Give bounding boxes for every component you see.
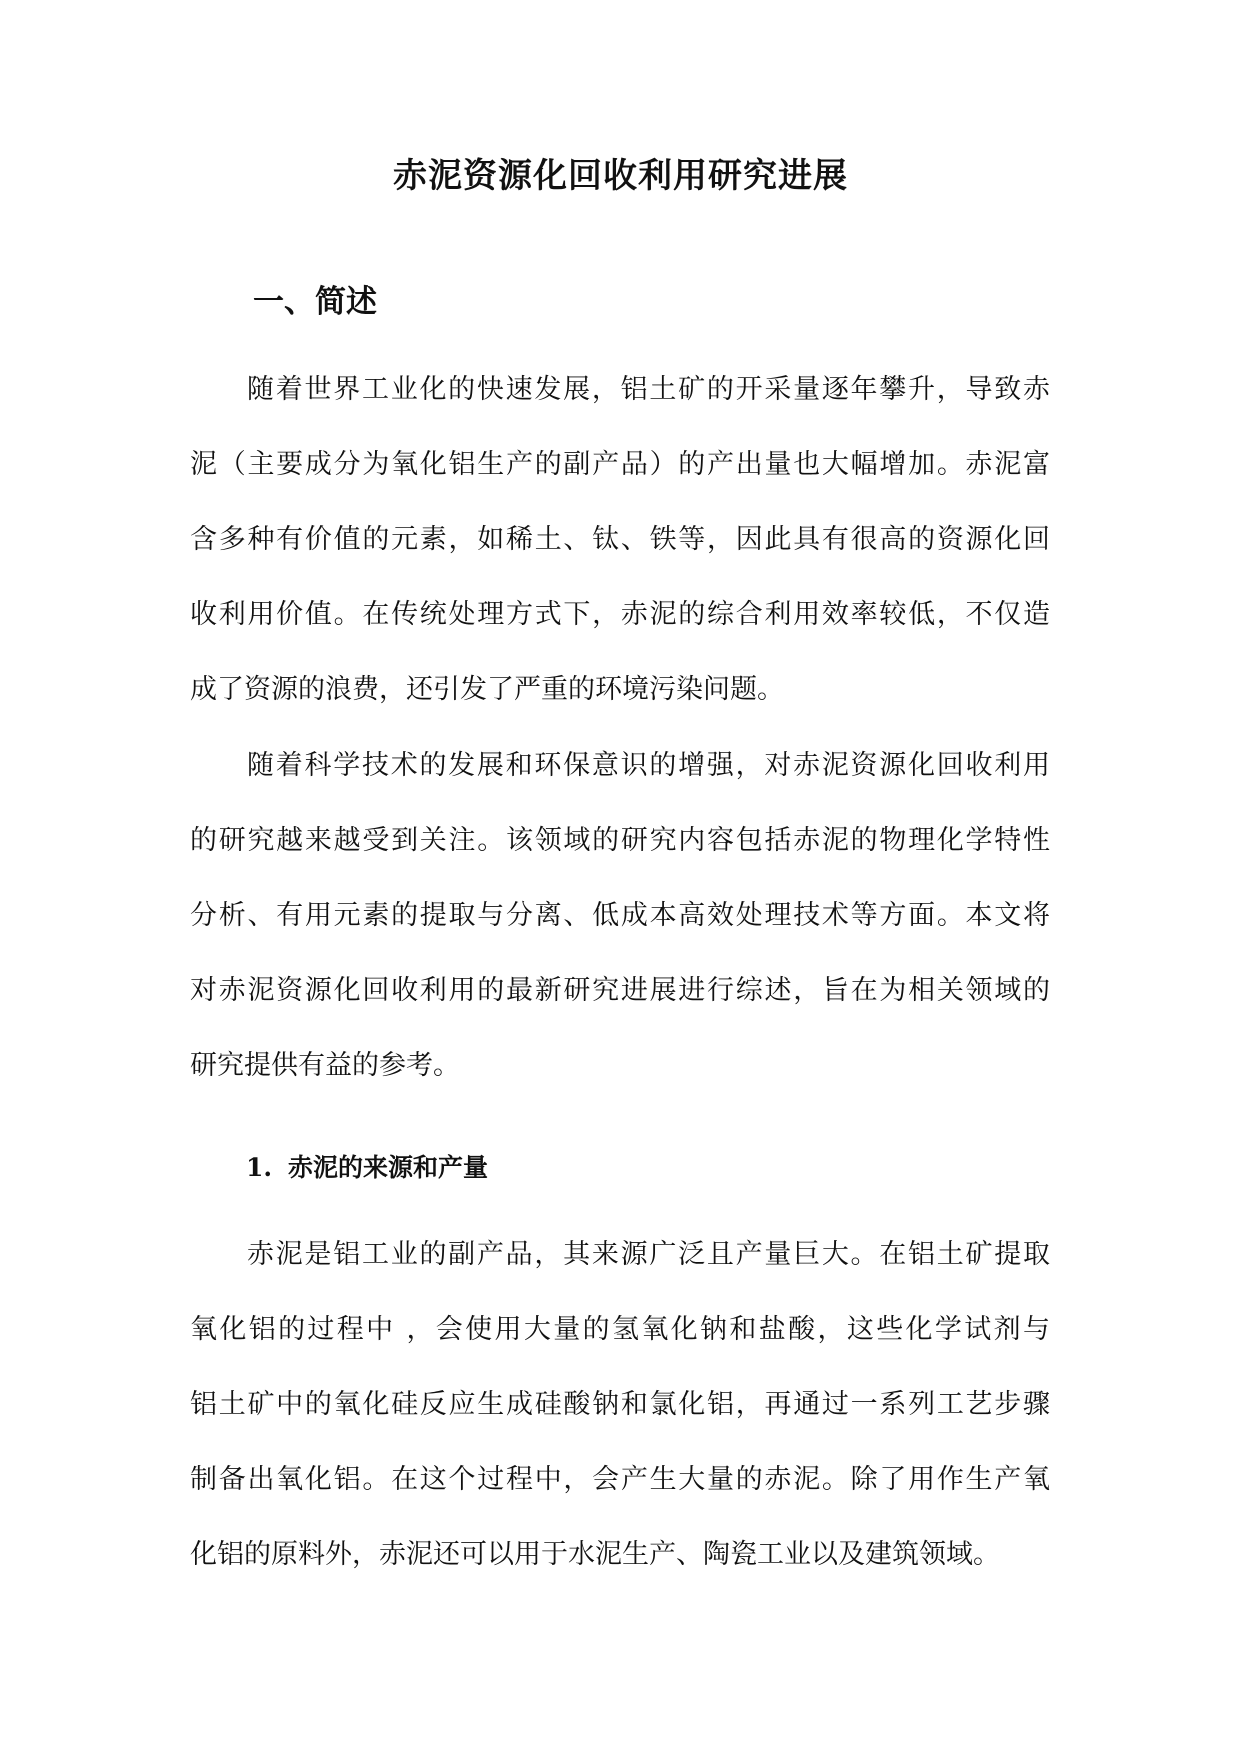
paragraph-line: 赤泥是铝工业的副产品，其来源广泛且产量巨大。在铝土矿提取: [247, 1239, 1050, 1270]
paragraph-line: 成了资源的浪费，还引发了严重的环境污染问题。: [190, 674, 784, 705]
paragraph-line: 的研究越来越受到关注。该领域的研究内容包括赤泥的物理化学特性: [190, 825, 1050, 856]
subsection-title: 赤泥的来源和产量: [288, 1153, 489, 1182]
paragraph-line: 分析、有用元素的提取与分离、低成本高效处理技术等方面。本文将: [190, 900, 1050, 931]
paragraph: [190, 352, 1050, 727]
paragraph-line: 制备出氧化铝。在这个过程中，会产生大量的赤泥。除了用作生产氧: [190, 1464, 1050, 1495]
paragraph: [190, 1217, 1050, 1592]
section-heading: 一、简述: [253, 284, 377, 320]
paragraph-line: 铝土矿中的氧化硅反应生成硅酸钠和氯化铝，再通过一系列工艺步骤: [190, 1389, 1050, 1420]
paragraph-line: 随着世界工业化的快速发展，铝土矿的开采量逐年攀升，导致赤: [247, 374, 1050, 405]
paragraph-line: 对赤泥资源化回收利用的最新研究进展进行综述，旨在为相关领域的: [190, 975, 1050, 1006]
paragraph: [190, 728, 1050, 1103]
subsection-heading: [246, 1148, 488, 1188]
paragraph-line: 随着科学技术的发展和环保意识的增强，对赤泥资源化回收利用: [247, 750, 1050, 781]
paragraph-line: 化铝的原料外，赤泥还可以用于水泥生产、陶瓷工业以及建筑领域。: [190, 1539, 1000, 1570]
subsection-number: 1.: [246, 1153, 273, 1182]
paragraph-line: 收利用价值。在传统处理方式下，赤泥的综合利用效率较低，不仅造: [190, 599, 1050, 630]
paragraph-line: 泥（主要成分为氧化铝生产的副产品）的产出量也大幅增加。赤泥富: [190, 449, 1050, 480]
paragraph-line: 含多种有价值的元素，如稀土、钛、铁等，因此具有很高的资源化回: [190, 524, 1050, 555]
paragraph-line: 氧化铝的过程中 ，会使用大量的氢氧化钠和盐酸，这些化学试剂与: [190, 1314, 1050, 1345]
paragraph-line: 研究提供有益的参考。: [190, 1050, 460, 1081]
document-title: 赤泥资源化回收利用研究进展: [393, 156, 848, 196]
